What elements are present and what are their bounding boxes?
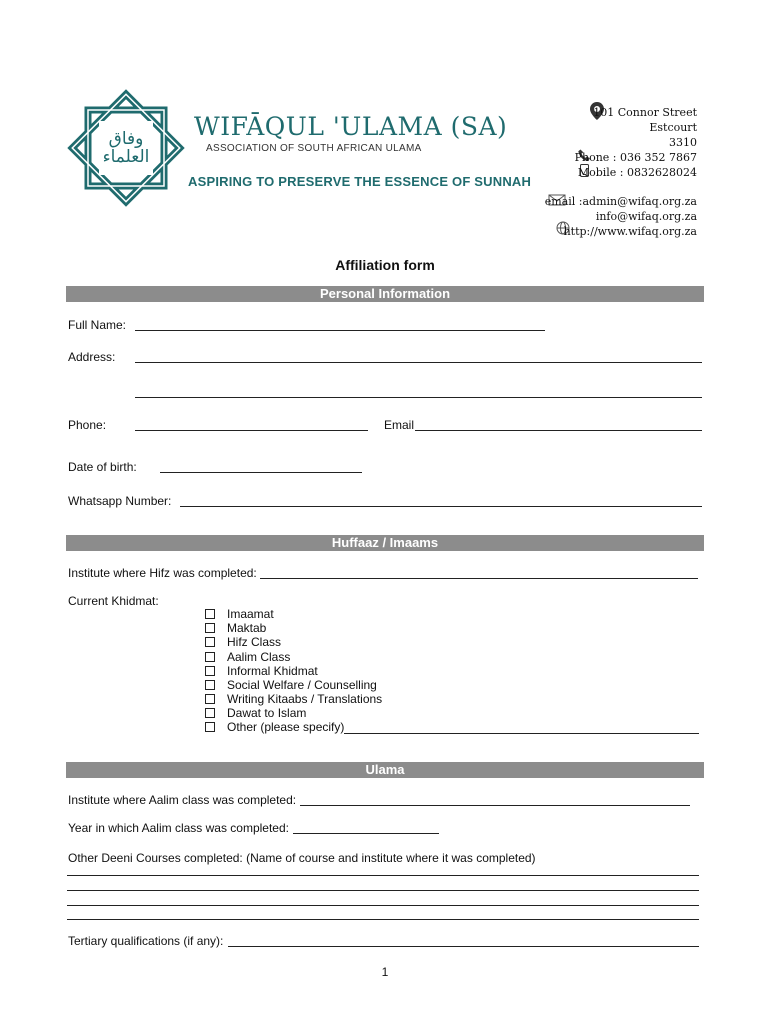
aalim-year-field[interactable] (293, 833, 439, 834)
full-name-field[interactable] (135, 330, 545, 331)
address-line1: 101 Connor Street (593, 106, 697, 119)
current-khidmat-label: Current Khidmat: (68, 594, 159, 608)
khidmat-option[interactable] (205, 706, 306, 720)
email-info: info@wifaq.org.za (595, 210, 697, 223)
hifz-institute-label: Institute where Hifz was completed: (68, 566, 257, 580)
section-header-huffaaz: Huffaaz / Imaams (66, 535, 704, 551)
section-header-personal: Personal Information (66, 286, 704, 302)
other-courses-label: Other Deeni Courses completed: (Name of course and institute where it was completed) (68, 851, 536, 865)
other-courses-field-line4[interactable] (67, 919, 699, 920)
option-label: Aalim Class (227, 650, 291, 664)
checkbox[interactable] (205, 722, 215, 732)
phone-number: Phone : 036 352 7867 (574, 151, 697, 164)
checkbox[interactable] (205, 609, 215, 619)
address-field-line1[interactable] (135, 362, 702, 363)
whatsapp-field[interactable] (180, 506, 702, 507)
form-title: Affiliation form (335, 257, 435, 273)
aalim-institute-field[interactable] (300, 805, 690, 806)
option-label: Maktab (227, 621, 267, 635)
website: http://www.wifaq.org.za (563, 225, 697, 238)
khidmat-option[interactable] (205, 720, 344, 734)
tertiary-field[interactable] (228, 946, 699, 947)
checkbox[interactable] (205, 623, 215, 633)
checkbox[interactable] (205, 680, 215, 690)
checkbox[interactable] (205, 708, 215, 718)
option-label: Hifz Class (227, 635, 282, 649)
checkbox[interactable] (205, 666, 215, 676)
mobile-number: Mobile : 0832628024 (577, 166, 697, 179)
checkbox[interactable] (205, 652, 215, 662)
address-label: Address: (68, 350, 116, 364)
page-number: 1 (381, 965, 389, 979)
org-name: WIFĀQUL 'ULAMA (SA) (194, 112, 508, 141)
option-label: Informal Khidmat (227, 664, 318, 678)
tagline: ASPIRING TO PRESERVE THE ESSENCE OF SUNNAH (188, 174, 532, 189)
khidmat-option[interactable] (205, 650, 290, 664)
option-label: Imaamat (227, 607, 274, 621)
phone-field[interactable] (135, 430, 368, 431)
address-line3: 3310 (669, 136, 697, 149)
khidmat-option[interactable] (205, 621, 266, 635)
other-courses-field-line2[interactable] (67, 890, 699, 891)
logo-arabic-text: وفاق العلماء (102, 129, 150, 167)
aalim-year-label: Year in which Aalim class was completed: (68, 821, 289, 835)
email-admin: email :admin@wifaq.org.za (544, 195, 697, 208)
tertiary-label: Tertiary qualifications (if any): (68, 934, 224, 948)
option-label: Dawat to Islam (227, 706, 307, 720)
khidmat-option[interactable] (205, 692, 382, 706)
phone-label: Phone: (68, 418, 107, 432)
aalim-institute-label: Institute where Aalim class was completed: (68, 793, 297, 807)
option-label: Social Welfare / Counselling (227, 678, 377, 692)
other-courses-field-line1[interactable] (67, 875, 699, 876)
section-header-ulama: Ulama (66, 762, 704, 778)
whatsapp-label: Whatsapp Number: (68, 494, 172, 508)
dob-label: Date of birth: (68, 460, 137, 474)
khidmat-option[interactable] (205, 607, 274, 621)
option-label: Writing Kitaabs / Translations (227, 692, 383, 706)
hifz-institute-field[interactable] (260, 578, 698, 579)
khidmat-option[interactable] (205, 678, 377, 692)
email-label: Email (384, 418, 415, 432)
address-field-line2[interactable] (135, 397, 702, 398)
email-field[interactable] (415, 430, 702, 431)
address-line2: Estcourt (649, 121, 697, 134)
dob-field[interactable] (160, 472, 362, 473)
other-specify-field[interactable] (344, 733, 699, 734)
checkbox[interactable] (205, 694, 215, 704)
khidmat-option[interactable] (205, 664, 318, 678)
org-subtitle: ASSOCIATION OF SOUTH AFRICAN ULAMA (206, 143, 422, 154)
option-label: Other (please specify) (227, 720, 345, 734)
khidmat-option[interactable] (205, 635, 281, 649)
other-courses-field-line3[interactable] (67, 905, 699, 906)
checkbox[interactable] (205, 637, 215, 647)
full-name-label: Full Name: (68, 318, 127, 332)
